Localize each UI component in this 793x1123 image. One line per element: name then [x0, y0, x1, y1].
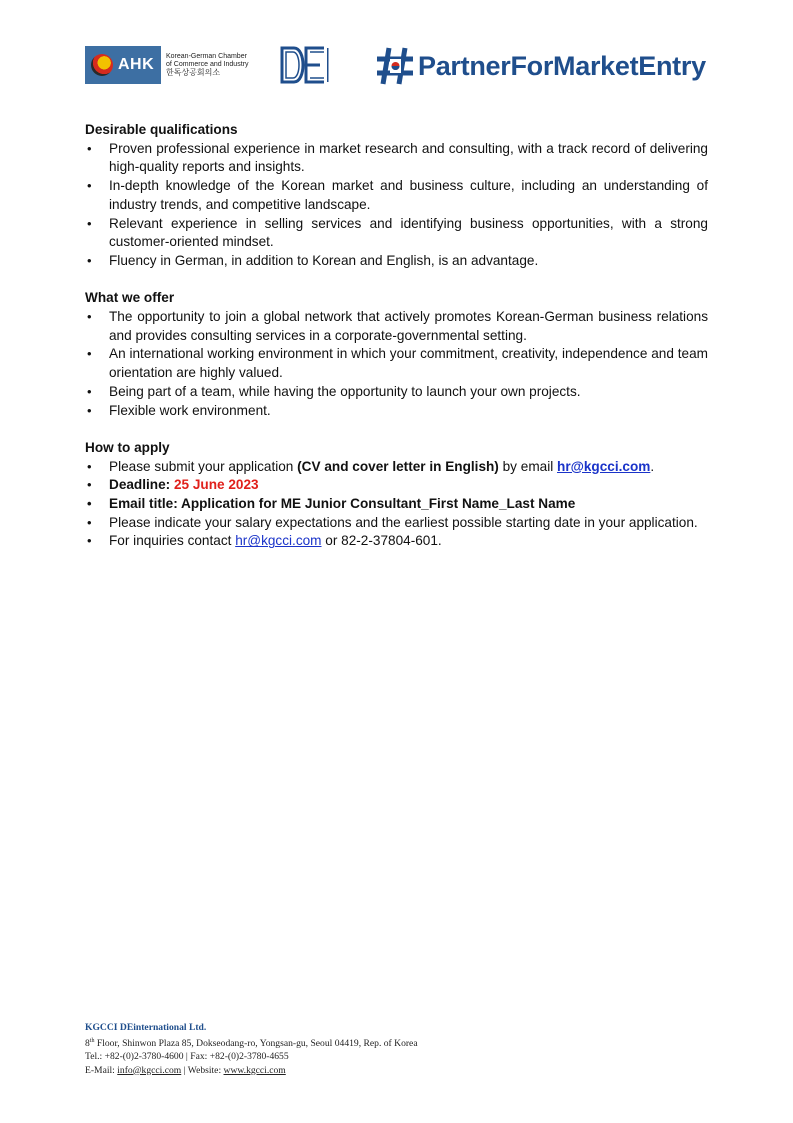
- job-posting-body: [85, 121, 708, 570]
- list-item: • An international working environment in which your commitment, creativity, independence and team orientation are highly valued.: [85, 345, 708, 382]
- hr-email-link[interactable]: hr@kgcci.com: [557, 458, 651, 474]
- deadline-date: 25 June 2023: [173, 477, 259, 493]
- submit-end: .: [650, 458, 655, 474]
- submit-text: Please submit your application: [109, 458, 298, 474]
- qualifications-list: [85, 140, 708, 271]
- list-item: • Proven professional experience in market research and consulting, with a track record of delivering high-quality reports and insights.: [85, 140, 708, 177]
- submit-by-email-text: by email: [498, 458, 558, 474]
- footer-address-floor: 8: [85, 1037, 90, 1049]
- ahk-subtitle-line-1: Korean-German Chamber: [166, 53, 247, 60]
- submit-requirements: (CV and cover letter in English): [297, 458, 499, 474]
- list-item: • The opportunity to join a global network that actively promotes Korean-German business relations and provides consulting services in a corporate-governmental setting.: [85, 308, 708, 345]
- partner-for-market-entry-text: PartnerForMarketEntry: [418, 50, 706, 81]
- list-item-submit: [85, 458, 708, 477]
- apply-section: [85, 439, 708, 551]
- ahk-subtitle: [166, 53, 256, 77]
- hashtag-flag-icon: [375, 46, 415, 86]
- section-title-offer: What we offer: [85, 290, 175, 306]
- list-item: • Being part of a team, while having the opportunity to launch your own projects.: [85, 383, 708, 402]
- list-item-deadline: [85, 476, 708, 495]
- footer-address: [85, 1035, 418, 1051]
- qualifications-section: [85, 121, 708, 271]
- page-header: [85, 44, 715, 86]
- footer-company: KGCCI DEinternational Ltd.: [85, 1022, 207, 1033]
- list-item-email-title: • Email title: Application for ME Junior Consultant_First Name_Last Name: [85, 495, 708, 514]
- footer-address-rest: Floor, Shinwon Plaza 85, Dokseodang-ro, Yongsan-gu, Seoul 04419, Rep. of Korea: [94, 1037, 418, 1049]
- footer-email-link[interactable]: info@kgcci.com: [117, 1064, 182, 1076]
- list-item: • In-depth knowledge of the Korean market and business culture, including an understanding of industry trends, and competitive landscape.: [85, 177, 708, 214]
- offer-section: [85, 289, 708, 420]
- section-title-apply: How to apply: [85, 439, 170, 455]
- footer-website-link[interactable]: www.kgcci.com: [223, 1064, 286, 1076]
- footer-phone: Tel.: +82-(0)2-3780-4600 | Fax: +82-(0)2-3780-4655: [85, 1051, 289, 1063]
- ahk-subtitle-line-2: of Commerce and Industry: [166, 61, 249, 68]
- ahk-emblem-icon: [91, 54, 113, 76]
- ahk-subtitle-korean: 한독상공회의소: [166, 68, 221, 77]
- page-footer: [85, 1021, 418, 1077]
- ahk-logo-text: AHK: [118, 56, 155, 73]
- list-item: • Fluency in German, in addition to Korean and English, is an advantage.: [85, 252, 708, 271]
- inquiries-phone: or 82-2-37804-601.: [321, 533, 442, 549]
- inquiries-text: For inquiries contact: [109, 533, 236, 549]
- apply-list: [85, 458, 708, 552]
- footer-address-sup: th: [89, 1037, 95, 1044]
- deadline-label: Deadline:: [109, 477, 174, 493]
- section-title-qualifications: Desirable qualifications: [85, 122, 238, 137]
- list-item: • Relevant experience in selling services and identifying business opportunities, with a strong customer-oriented mindset.: [85, 215, 708, 252]
- list-item-salary: • Please indicate your salary expectations and the earliest possible starting date in your application.: [85, 514, 708, 533]
- ahk-logo: [85, 46, 256, 84]
- list-item-inquiries: [85, 532, 708, 551]
- de-international-logo-icon: [280, 45, 330, 85]
- footer-website-label: | Website:: [181, 1064, 224, 1076]
- offer-list: [85, 308, 708, 420]
- list-item: • Flexible work environment.: [85, 402, 708, 421]
- footer-email-label: E-Mail:: [85, 1064, 118, 1076]
- ahk-logo-box: [85, 46, 161, 84]
- footer-contact: [85, 1064, 418, 1078]
- inquiries-email-link[interactable]: hr@kgcci.com: [235, 533, 322, 549]
- partner-for-market-entry-logo: [375, 46, 706, 86]
